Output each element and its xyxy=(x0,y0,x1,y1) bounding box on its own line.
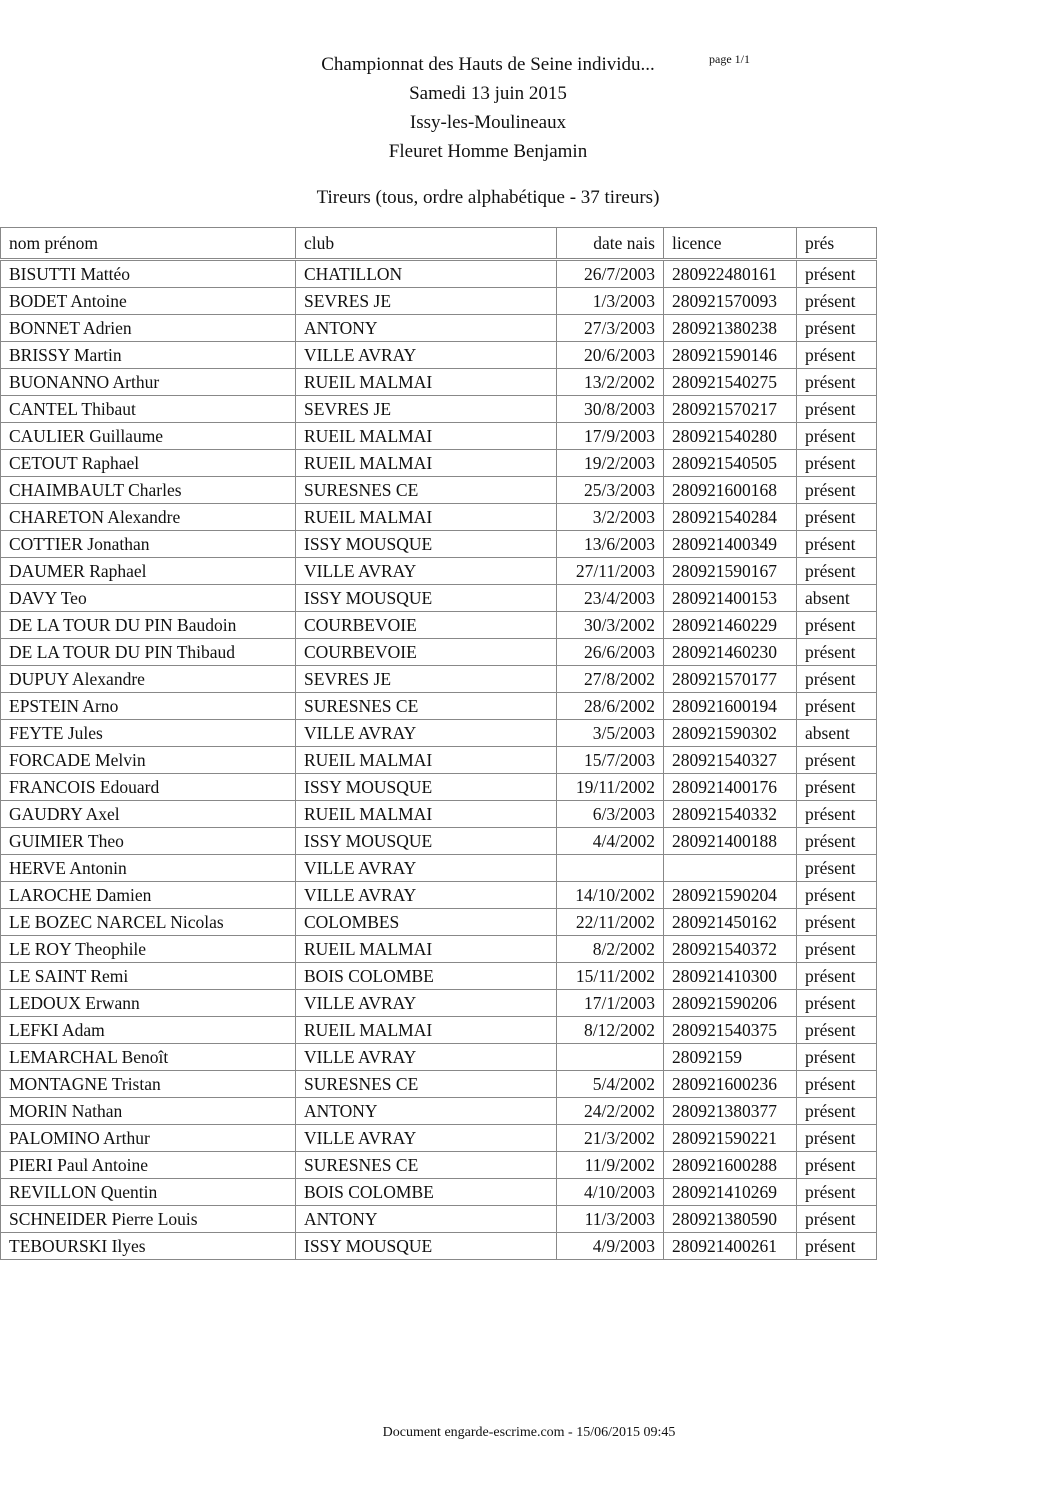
cell-club: ISSY MOUSQUE xyxy=(296,828,557,855)
table-row xyxy=(1,504,877,531)
table-row xyxy=(1,531,877,558)
cell-presence: présent xyxy=(797,1125,877,1152)
table-row xyxy=(1,1206,877,1233)
fencers-table xyxy=(0,227,877,1260)
cell-licence: 280921540327 xyxy=(664,747,797,774)
cell-name: PIERI Paul Antoine xyxy=(1,1152,296,1179)
cell-birthdate: 4/4/2002 xyxy=(557,828,664,855)
cell-presence: présent xyxy=(797,909,877,936)
cell-birthdate: 1/3/2003 xyxy=(557,288,664,315)
cell-club: SURESNES CE xyxy=(296,477,557,504)
table-row xyxy=(1,1125,877,1152)
cell-birthdate: 8/2/2002 xyxy=(557,936,664,963)
competition-location: Issy-les-Moulineaux xyxy=(409,112,567,133)
cell-licence: 280921590206 xyxy=(664,990,797,1017)
table-row xyxy=(1,774,877,801)
cell-club: VILLE AVRAY xyxy=(296,1044,557,1071)
table-row xyxy=(1,450,877,477)
table-row xyxy=(1,801,877,828)
cell-licence: 280921540284 xyxy=(664,504,797,531)
cell-club: VILLE AVRAY xyxy=(296,720,557,747)
list-subtitle: Tireurs (tous, ordre alphabétique - 37 tireurs) xyxy=(316,187,660,208)
cell-club: RUEIL MALMAI xyxy=(296,936,557,963)
cell-licence: 280922480161 xyxy=(664,260,797,288)
cell-licence: 280921400349 xyxy=(664,531,797,558)
table-row xyxy=(1,990,877,1017)
cell-birthdate: 26/6/2003 xyxy=(557,639,664,666)
cell-name: LE BOZEC NARCEL Nicolas xyxy=(1,909,296,936)
cell-club: COURBEVOIE xyxy=(296,639,557,666)
cell-presence: présent xyxy=(797,612,877,639)
cell-licence: 280921380590 xyxy=(664,1206,797,1233)
table-row xyxy=(1,342,877,369)
table-row xyxy=(1,909,877,936)
table-row xyxy=(1,1071,877,1098)
cell-club: ISSY MOUSQUE xyxy=(296,531,557,558)
cell-presence: présent xyxy=(797,260,877,288)
cell-name: LEDOUX Erwann xyxy=(1,990,296,1017)
column-header-club: club xyxy=(296,228,557,260)
cell-presence: présent xyxy=(797,747,877,774)
cell-club: ISSY MOUSQUE xyxy=(296,585,557,612)
cell-birthdate: 6/3/2003 xyxy=(557,801,664,828)
cell-birthdate: 4/9/2003 xyxy=(557,1233,664,1260)
cell-presence: présent xyxy=(797,396,877,423)
cell-licence: 280921400153 xyxy=(664,585,797,612)
cell-name: BISUTTI Mattéo xyxy=(1,260,296,288)
cell-licence: 280921540280 xyxy=(664,423,797,450)
cell-club: VILLE AVRAY xyxy=(296,855,557,882)
cell-licence: 280921450162 xyxy=(664,909,797,936)
cell-birthdate: 28/6/2002 xyxy=(557,693,664,720)
cell-licence: 280921460229 xyxy=(664,612,797,639)
table-row xyxy=(1,855,877,882)
cell-birthdate: 20/6/2003 xyxy=(557,342,664,369)
cell-name: LE ROY Theophile xyxy=(1,936,296,963)
cell-club: SEVRES JE xyxy=(296,288,557,315)
cell-name: DAVY Teo xyxy=(1,585,296,612)
cell-name: CETOUT Raphael xyxy=(1,450,296,477)
cell-club: RUEIL MALMAI xyxy=(296,747,557,774)
document-footer: Document engarde-escrime.com - 15/06/2015 09:45 xyxy=(382,1425,676,1440)
column-header-birthdate: date nais xyxy=(557,228,664,260)
cell-licence: 280921540505 xyxy=(664,450,797,477)
cell-name: GUIMIER Theo xyxy=(1,828,296,855)
cell-licence: 280921540332 xyxy=(664,801,797,828)
cell-club: COLOMBES xyxy=(296,909,557,936)
cell-name: LAROCHE Damien xyxy=(1,882,296,909)
cell-licence: 280921540372 xyxy=(664,936,797,963)
cell-presence: présent xyxy=(797,504,877,531)
table-row xyxy=(1,558,877,585)
cell-birthdate: 11/9/2002 xyxy=(557,1152,664,1179)
cell-name: CAULIER Guillaume xyxy=(1,423,296,450)
cell-name: FEYTE Jules xyxy=(1,720,296,747)
cell-presence: présent xyxy=(797,1206,877,1233)
cell-club: ANTONY xyxy=(296,1206,557,1233)
table-row xyxy=(1,747,877,774)
cell-birthdate: 15/11/2002 xyxy=(557,963,664,990)
cell-club: CHATILLON xyxy=(296,260,557,288)
cell-name: REVILLON Quentin xyxy=(1,1179,296,1206)
table-row xyxy=(1,612,877,639)
cell-birthdate: 27/11/2003 xyxy=(557,558,664,585)
cell-presence: présent xyxy=(797,666,877,693)
cell-club: SURESNES CE xyxy=(296,1152,557,1179)
table-row xyxy=(1,1017,877,1044)
cell-licence: 280921400188 xyxy=(664,828,797,855)
cell-licence: 280921590204 xyxy=(664,882,797,909)
cell-name: TEBOURSKI Ilyes xyxy=(1,1233,296,1260)
cell-birthdate: 27/3/2003 xyxy=(557,315,664,342)
table-row xyxy=(1,1152,877,1179)
cell-club: VILLE AVRAY xyxy=(296,882,557,909)
cell-presence: présent xyxy=(797,450,877,477)
cell-licence: 280921380238 xyxy=(664,315,797,342)
table-row xyxy=(1,396,877,423)
cell-club: COURBEVOIE xyxy=(296,612,557,639)
cell-birthdate: 3/2/2003 xyxy=(557,504,664,531)
cell-name: GAUDRY Axel xyxy=(1,801,296,828)
cell-licence: 280921400261 xyxy=(664,1233,797,1260)
cell-birthdate: 23/4/2003 xyxy=(557,585,664,612)
cell-licence: 280921410300 xyxy=(664,963,797,990)
cell-presence: présent xyxy=(797,531,877,558)
cell-birthdate: 13/2/2002 xyxy=(557,369,664,396)
cell-club: RUEIL MALMAI xyxy=(296,504,557,531)
cell-name: CANTEL Thibaut xyxy=(1,396,296,423)
table-row xyxy=(1,828,877,855)
table-row xyxy=(1,288,877,315)
cell-birthdate: 22/11/2002 xyxy=(557,909,664,936)
cell-club: BOIS COLOMBE xyxy=(296,963,557,990)
competition-category: Fleuret Homme Benjamin xyxy=(388,141,588,162)
cell-name: CHARETON Alexandre xyxy=(1,504,296,531)
document-header xyxy=(0,50,976,166)
cell-presence: présent xyxy=(797,963,877,990)
cell-licence: 280921540375 xyxy=(664,1017,797,1044)
cell-birthdate: 17/1/2003 xyxy=(557,990,664,1017)
cell-club: RUEIL MALMAI xyxy=(296,369,557,396)
cell-club: SURESNES CE xyxy=(296,693,557,720)
cell-club: RUEIL MALMAI xyxy=(296,801,557,828)
cell-club: ISSY MOUSQUE xyxy=(296,1233,557,1260)
column-header-licence: licence xyxy=(664,228,797,260)
cell-licence: 280921400176 xyxy=(664,774,797,801)
cell-club: ISSY MOUSQUE xyxy=(296,774,557,801)
cell-birthdate: 14/10/2002 xyxy=(557,882,664,909)
cell-licence: 280921590167 xyxy=(664,558,797,585)
cell-birthdate: 8/12/2002 xyxy=(557,1017,664,1044)
cell-name: COTTIER Jonathan xyxy=(1,531,296,558)
cell-presence: présent xyxy=(797,855,877,882)
table-row xyxy=(1,1098,877,1125)
cell-licence: 280921600288 xyxy=(664,1152,797,1179)
cell-presence: présent xyxy=(797,423,877,450)
cell-presence: présent xyxy=(797,936,877,963)
cell-birthdate: 30/3/2002 xyxy=(557,612,664,639)
table-row xyxy=(1,260,877,288)
cell-presence: présent xyxy=(797,882,877,909)
cell-presence: présent xyxy=(797,639,877,666)
cell-birthdate: 21/3/2002 xyxy=(557,1125,664,1152)
competition-date: Samedi 13 juin 2015 xyxy=(409,83,567,104)
cell-name: PALOMINO Arthur xyxy=(1,1125,296,1152)
cell-licence: 280921410269 xyxy=(664,1179,797,1206)
table-row xyxy=(1,315,877,342)
table-row xyxy=(1,1044,877,1071)
cell-licence: 280921600236 xyxy=(664,1071,797,1098)
cell-birthdate: 3/5/2003 xyxy=(557,720,664,747)
cell-club: RUEIL MALMAI xyxy=(296,450,557,477)
cell-club: SURESNES CE xyxy=(296,1071,557,1098)
cell-name: BRISSY Martin xyxy=(1,342,296,369)
cell-name: CHAIMBAULT Charles xyxy=(1,477,296,504)
cell-licence: 280921590221 xyxy=(664,1125,797,1152)
cell-name: FRANCOIS Edouard xyxy=(1,774,296,801)
cell-birthdate: 5/4/2002 xyxy=(557,1071,664,1098)
cell-club: ANTONY xyxy=(296,1098,557,1125)
cell-presence: présent xyxy=(797,315,877,342)
cell-presence: présent xyxy=(797,1179,877,1206)
cell-licence: 280921380377 xyxy=(664,1098,797,1125)
table-row xyxy=(1,720,877,747)
cell-club: SEVRES JE xyxy=(296,396,557,423)
cell-licence: 28092159 xyxy=(664,1044,797,1071)
cell-name: DUPUY Alexandre xyxy=(1,666,296,693)
cell-name: LEFKI Adam xyxy=(1,1017,296,1044)
cell-name: EPSTEIN Arno xyxy=(1,693,296,720)
cell-birthdate: 27/8/2002 xyxy=(557,666,664,693)
cell-licence xyxy=(664,855,797,882)
cell-presence: présent xyxy=(797,1071,877,1098)
cell-club: RUEIL MALMAI xyxy=(296,1017,557,1044)
cell-birthdate: 15/7/2003 xyxy=(557,747,664,774)
table-row xyxy=(1,1179,877,1206)
cell-presence: absent xyxy=(797,720,877,747)
cell-presence: présent xyxy=(797,1233,877,1260)
table-row xyxy=(1,693,877,720)
cell-club: ANTONY xyxy=(296,315,557,342)
column-header-presence: prés xyxy=(797,228,877,260)
cell-birthdate xyxy=(557,855,664,882)
table-row xyxy=(1,882,877,909)
cell-name: HERVE Antonin xyxy=(1,855,296,882)
cell-name: LE SAINT Remi xyxy=(1,963,296,990)
cell-name: FORCADE Melvin xyxy=(1,747,296,774)
cell-licence: 280921460230 xyxy=(664,639,797,666)
table-body xyxy=(1,260,877,1260)
cell-name: MONTAGNE Tristan xyxy=(1,1071,296,1098)
cell-birthdate: 24/2/2002 xyxy=(557,1098,664,1125)
cell-presence: présent xyxy=(797,477,877,504)
cell-club: RUEIL MALMAI xyxy=(296,423,557,450)
cell-licence: 280921590302 xyxy=(664,720,797,747)
cell-birthdate: 4/10/2003 xyxy=(557,1179,664,1206)
table-row xyxy=(1,936,877,963)
table-row xyxy=(1,639,877,666)
cell-name: SCHNEIDER Pierre Louis xyxy=(1,1206,296,1233)
cell-licence: 280921570093 xyxy=(664,288,797,315)
cell-name: MORIN Nathan xyxy=(1,1098,296,1125)
cell-name: BONNET Adrien xyxy=(1,315,296,342)
cell-licence: 280921570217 xyxy=(664,396,797,423)
cell-birthdate: 19/11/2002 xyxy=(557,774,664,801)
cell-club: BOIS COLOMBE xyxy=(296,1179,557,1206)
cell-presence: présent xyxy=(797,342,877,369)
cell-name: BODET Antoine xyxy=(1,288,296,315)
cell-name: DE LA TOUR DU PIN Baudoin xyxy=(1,612,296,639)
cell-presence: présent xyxy=(797,990,877,1017)
cell-presence: présent xyxy=(797,693,877,720)
table-row xyxy=(1,369,877,396)
cell-presence: présent xyxy=(797,801,877,828)
cell-licence: 280921590146 xyxy=(664,342,797,369)
cell-birthdate xyxy=(557,1044,664,1071)
cell-presence: présent xyxy=(797,369,877,396)
cell-club: VILLE AVRAY xyxy=(296,342,557,369)
cell-presence: présent xyxy=(797,1044,877,1071)
cell-birthdate: 13/6/2003 xyxy=(557,531,664,558)
table-row xyxy=(1,963,877,990)
table-row xyxy=(1,666,877,693)
page-number: page 1/1 xyxy=(709,52,750,66)
cell-club: VILLE AVRAY xyxy=(296,990,557,1017)
cell-club: VILLE AVRAY xyxy=(296,1125,557,1152)
cell-name: DAUMER Raphael xyxy=(1,558,296,585)
cell-presence: présent xyxy=(797,288,877,315)
cell-licence: 280921570177 xyxy=(664,666,797,693)
cell-presence: présent xyxy=(797,558,877,585)
cell-birthdate: 25/3/2003 xyxy=(557,477,664,504)
cell-presence: présent xyxy=(797,1098,877,1125)
cell-birthdate: 26/7/2003 xyxy=(557,260,664,288)
table-row xyxy=(1,423,877,450)
cell-licence: 280921600168 xyxy=(664,477,797,504)
cell-birthdate: 30/8/2003 xyxy=(557,396,664,423)
cell-licence: 280921600194 xyxy=(664,693,797,720)
cell-presence: présent xyxy=(797,1017,877,1044)
table-row xyxy=(1,585,877,612)
cell-presence: absent xyxy=(797,585,877,612)
column-header-name: nom prénom xyxy=(1,228,296,260)
cell-birthdate: 17/9/2003 xyxy=(557,423,664,450)
cell-birthdate: 19/2/2003 xyxy=(557,450,664,477)
table-row xyxy=(1,477,877,504)
cell-name: BUONANNO Arthur xyxy=(1,369,296,396)
cell-name: DE LA TOUR DU PIN Thibaud xyxy=(1,639,296,666)
cell-club: VILLE AVRAY xyxy=(296,558,557,585)
cell-birthdate: 11/3/2003 xyxy=(557,1206,664,1233)
table-header-row xyxy=(1,228,877,260)
cell-club: SEVRES JE xyxy=(296,666,557,693)
cell-presence: présent xyxy=(797,1152,877,1179)
table-row xyxy=(1,1233,877,1260)
cell-presence: présent xyxy=(797,774,877,801)
cell-licence: 280921540275 xyxy=(664,369,797,396)
competition-title: Championnat des Hauts de Seine individu... xyxy=(321,54,655,75)
cell-presence: présent xyxy=(797,828,877,855)
cell-name: LEMARCHAL Benoît xyxy=(1,1044,296,1071)
